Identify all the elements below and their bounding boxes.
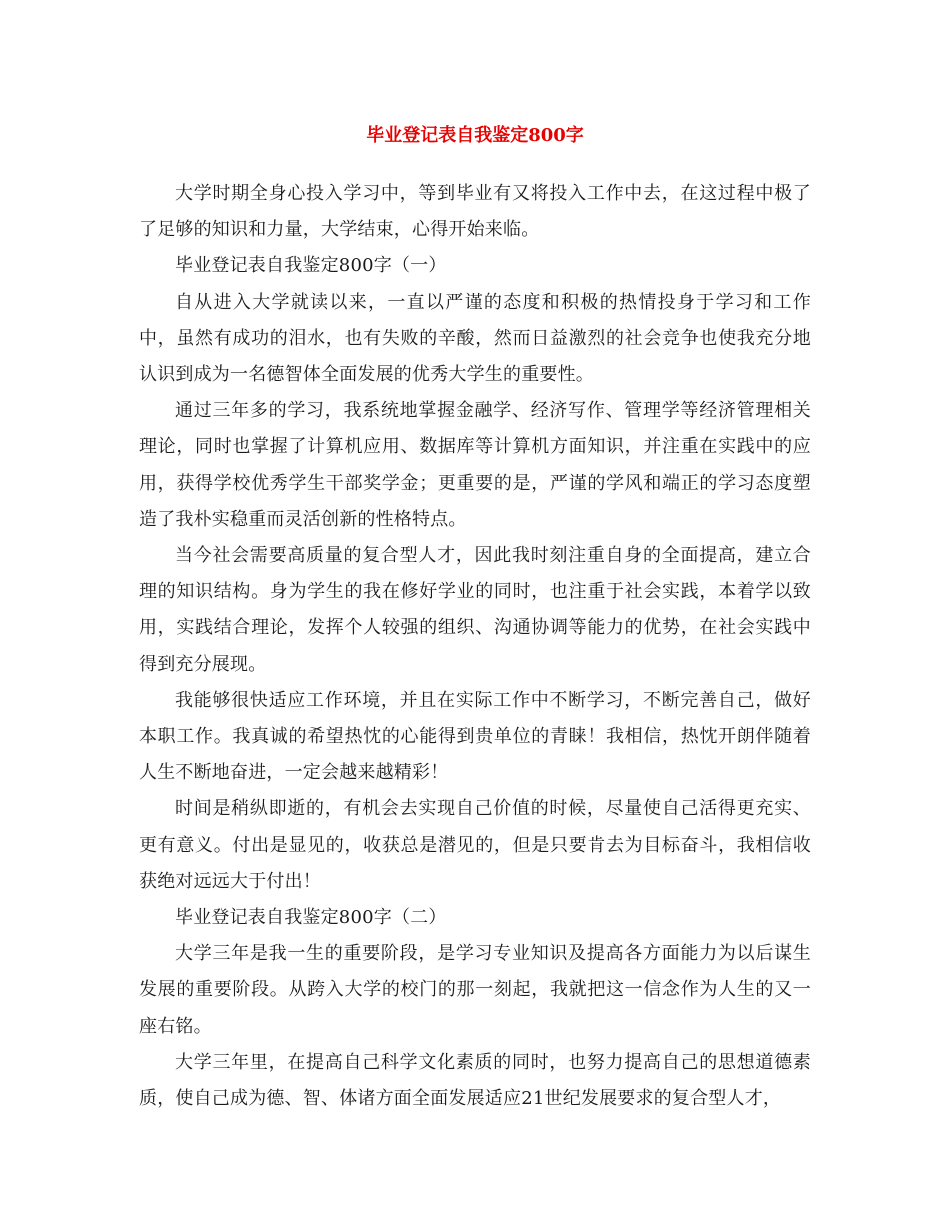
page-title: 毕业登记表自我鉴定800字 [366, 125, 584, 146]
paragraph: 时间是稍纵即逝的，有机会去实现自己价值的时候，尽量使自己活得更充实、更有意义。付出是显见的，收获总是潜见的，但是只要肯去为目标奋斗，我相信收获绝对远远大于付出！ [139, 798, 811, 892]
paragraph: 大学三年里，在提高自己科学文化素质的同时，也努力提高自己的思想道德素质，使自己成为德、智、体诸方面全面发展适应21世纪发展要求的复合型人才， [139, 1051, 811, 1110]
paragraph: 自从进入大学就读以来，一直以严谨的态度和积极的热情投身于学习和工作中，虽然有成功的泪水，也有失败的辛酸，然而日益激烈的社会竞争也使我充分地认识到成为一名德智体全面发展的优秀大学生的重要性。 [139, 291, 811, 386]
paragraph: 当今社会需要高质量的复合型人才，因此我时刻注重自身的全面提高，建立合理的知识结构。身为学生的我在修好学业的同时，也注重于社会实践，本着学以致用，实践结合理论，发挥个人较强的组织、沟通协调等能力的优势，在社会实践中得到充分展现。 [139, 545, 811, 675]
section-heading-one: 毕业登记表自我鉴定800字（一） [175, 255, 447, 277]
paragraph-intro: 大学时期全身心投入学习中，等到毕业有又将投入工作中去，在这过程中极了了足够的知识和力量，大学结束，心得开始来临。 [139, 183, 811, 241]
paragraph: 我能够很快适应工作环境，并且在实际工作中不断学习，不断完善自己，做好本职工作。我真诚的希望热忱的心能得到贵单位的青睐！我相信，热忱开朗伴随着人生不断地奋进，一定会越来越精彩！ [139, 689, 811, 784]
paragraph: 通过三年多的学习，我系统地掌握金融学、经济写作、管理学等经济管理相关理论，同时也掌握了计算机应用、数据库等计算机方面知识，并注重在实践中的应用，获得学校优秀学生干部奖学金；更重要的是，严谨的学风和端正的学习态度塑造了我朴实稳重而灵活创新的性格特点。 [139, 400, 811, 530]
document-body [139, 176, 811, 1117]
section-heading-two: 毕业登记表自我鉴定800字（二） [175, 907, 447, 929]
paragraph: 大学三年是我一生的重要阶段，是学习专业知识及提高各方面能力为以后谋生发展的重要阶段。从跨入大学的校门的那一刻起，我就把这一信念作为人生的又一座右铭。 [139, 943, 811, 1037]
